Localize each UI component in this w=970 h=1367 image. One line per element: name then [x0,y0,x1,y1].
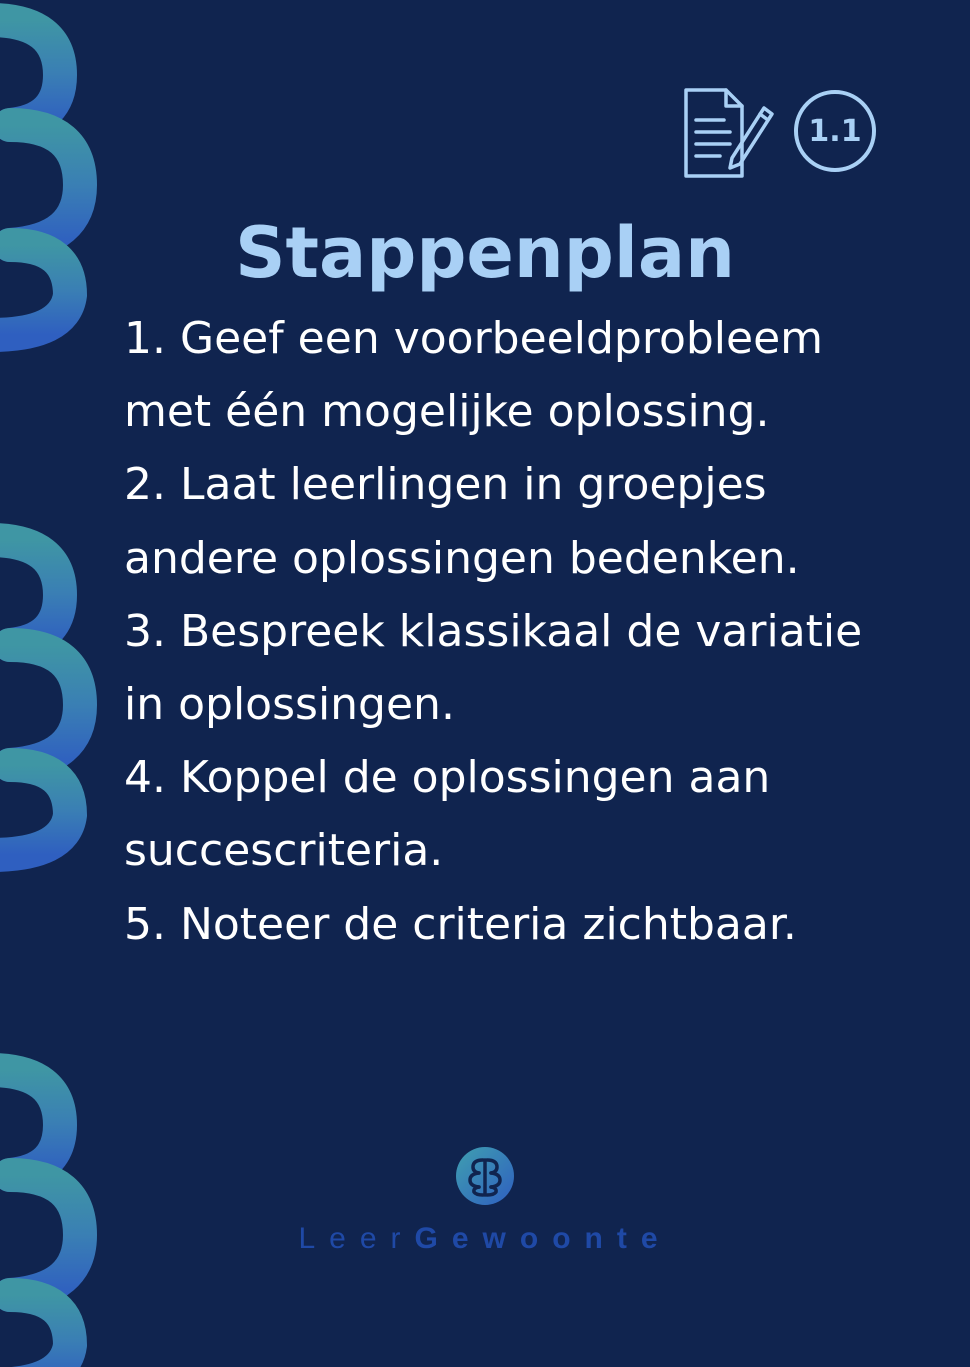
step-item: 4. Koppel de oplossingen aan succescriteria. [124,752,771,877]
step-item: 5. Noteer de criteria zichtbaar. [124,898,797,950]
brain-logo-icon [455,1146,515,1206]
step-item: 3. Bespreek klassikaal de variatie in oplossingen. [124,605,863,731]
step-number-badge: 1.1 [794,90,876,172]
document-pen-icon [680,86,778,182]
step-item: 1. Geef een voorbeeldprobleem met één mogelijke oplossing. [124,313,824,438]
steps-list [124,302,884,961]
step-item: 2. Laat leerlingen in groepjes andere oplossingen bedenken. [124,459,800,584]
page-title: Stappenplan [235,212,735,294]
brand-word-leer: Leer [298,1222,415,1255]
brand-word-gewoonte: Gewoonte [414,1222,672,1255]
brand-wordmark [0,1222,970,1256]
decorative-brain-pattern [0,0,110,1367]
